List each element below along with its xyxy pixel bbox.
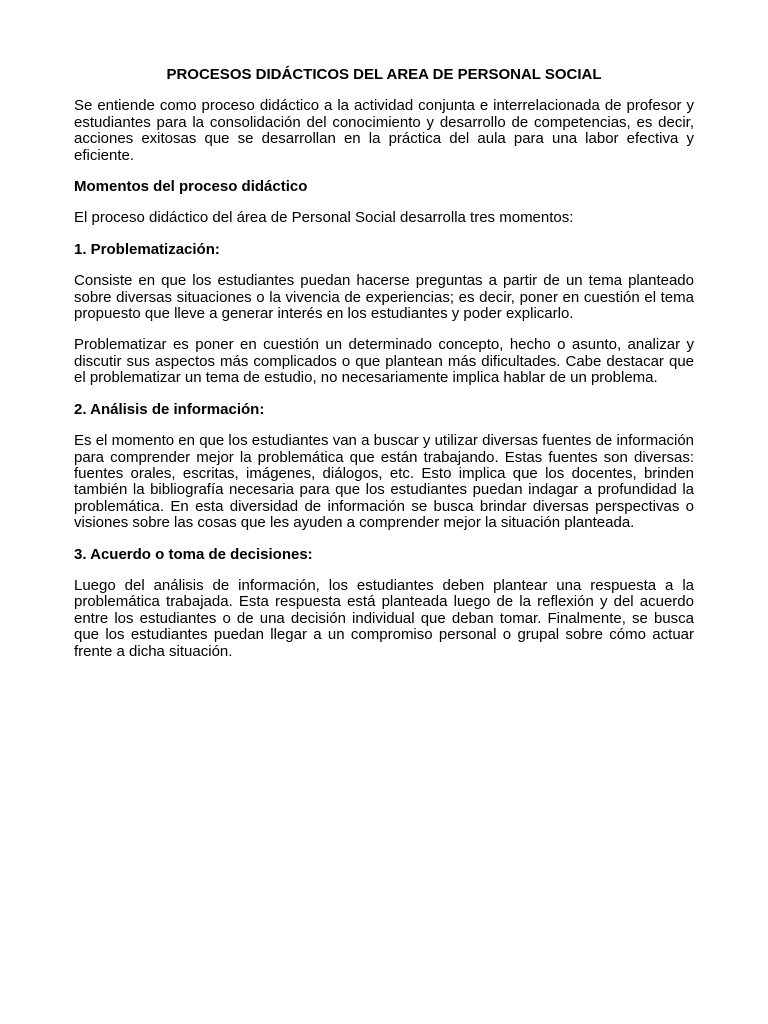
section-1-paragraph-2: Problematizar es poner en cuestión un determinado concepto, hecho o asunto, analizar y discutir sus aspectos más complicados o que plantean más dificultades. Cabe destacar que el problematizar un tema de estudio, no necesariamente implica hablar de un problema.	[74, 336, 694, 387]
section-1-heading: 1. Problematización:	[74, 240, 220, 258]
moments-intro-paragraph: El proceso didáctico del área de Personal Social desarrolla tres momentos:	[74, 209, 574, 227]
document-page	[74, 67, 694, 675]
intro-paragraph: Se entiende como proceso didáctico a la actividad conjunta e interrelacionada de profesor y estudiantes para la consolidación del conocimiento y desarrollo de competencias, es decir, acciones exitosas que se desarrollan en la práctica del aula para una labor efectiva y eficiente.	[74, 97, 694, 164]
section-2-paragraph-1: Es el momento en que los estudiantes van a buscar y utilizar diversas fuentes de información para comprender mejor la problemática que están trabajando. Estas fuentes son diversas: fuentes orales, escritas, imágenes, diálogos, etc. Esto implica que los docentes, brinden también la bibliografía necesaria para que los estudiantes puedan indagar a profundidad la problemática. En esta diversidad de información se busca brindar diversas perspectivas o visiones sobre las cosas que les ayuden a comprender mejor la situación planteada.	[74, 432, 694, 532]
section-2-heading: 2. Análisis de información:	[74, 400, 265, 418]
document-title: PROCESOS DIDÁCTICOS DEL AREA DE PERSONAL SOCIAL	[166, 66, 602, 83]
section-3-heading: 3. Acuerdo o toma de decisiones:	[74, 545, 313, 563]
section-3-paragraph-1: Luego del análisis de información, los estudiantes deben plantear una respuesta a la problemática trabajada. Esta respuesta está planteada luego de la reflexión y del acuerdo entre los estudiantes o de una decisión individual que deban tomar. Finalmente, se busca que los estudiantes puedan llegar a un compromiso personal o grupal sobre cómo actuar frente a dicha situación.	[74, 576, 694, 660]
section-1-paragraph-1: Consiste en que los estudiantes puedan hacerse preguntas a partir de un tema planteado sobre diversas situaciones o la vivencia de experiencias; es decir, poner en cuestión el tema propuesto que lleve a generar interés en los estudiantes y poder explicarlo.	[74, 272, 694, 323]
moments-heading: Momentos del proceso didáctico	[74, 178, 308, 196]
